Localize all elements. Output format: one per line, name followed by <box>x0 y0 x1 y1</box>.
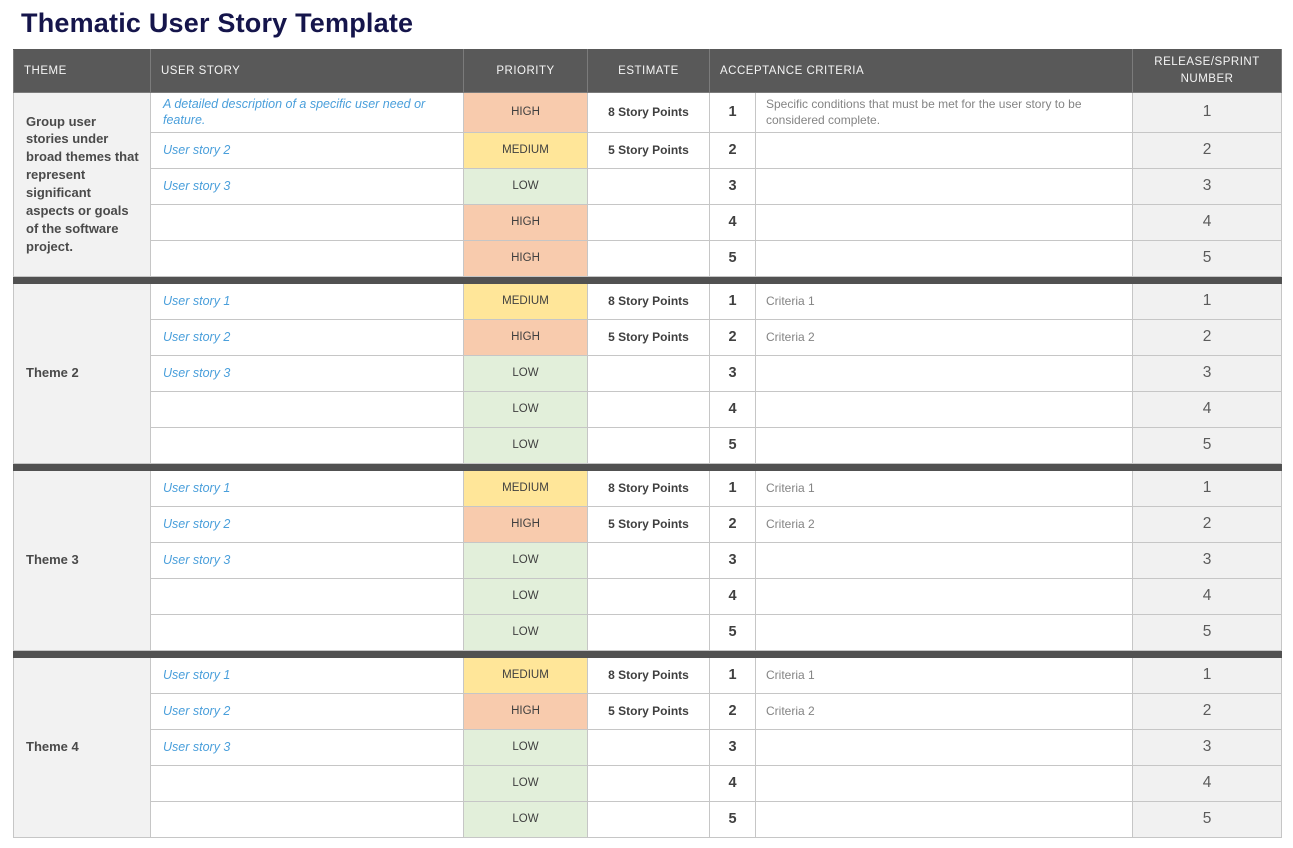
priority-cell[interactable]: HIGH <box>464 693 588 729</box>
acceptance-criteria-cell[interactable]: Specific conditions that must be met for the user story to be considered complete. <box>756 93 1133 133</box>
priority-cell[interactable]: LOW <box>464 801 588 837</box>
section-separator <box>14 463 1282 470</box>
acceptance-criteria-cell[interactable]: Criteria 2 <box>756 693 1133 729</box>
criteria-number-cell: 1 <box>710 470 756 506</box>
priority-cell[interactable]: LOW <box>464 614 588 650</box>
release-sprint-cell[interactable]: 1 <box>1133 283 1282 319</box>
header-priority: PRIORITY <box>464 50 588 93</box>
estimate-cell[interactable]: 5 Story Points <box>588 693 710 729</box>
criteria-number-cell: 5 <box>710 240 756 276</box>
user-story-cell[interactable]: User story 3 <box>151 355 464 391</box>
criteria-number-cell: 3 <box>710 168 756 204</box>
priority-cell[interactable]: HIGH <box>464 204 588 240</box>
criteria-number-cell: 3 <box>710 542 756 578</box>
estimate-cell[interactable] <box>588 729 710 765</box>
section-separator <box>14 276 1282 283</box>
acceptance-criteria-cell[interactable]: Criteria 1 <box>756 283 1133 319</box>
theme-cell[interactable]: Theme 4 <box>14 657 151 837</box>
priority-cell[interactable]: HIGH <box>464 240 588 276</box>
release-sprint-cell[interactable]: 5 <box>1133 240 1282 276</box>
criteria-number-cell: 3 <box>710 355 756 391</box>
criteria-number-cell: 2 <box>710 319 756 355</box>
acceptance-criteria-cell[interactable] <box>756 427 1133 463</box>
criteria-number-cell: 2 <box>710 693 756 729</box>
user-story-cell[interactable] <box>151 765 464 801</box>
estimate-cell[interactable] <box>588 542 710 578</box>
release-sprint-cell[interactable]: 4 <box>1133 204 1282 240</box>
table-row <box>14 801 1282 837</box>
acceptance-criteria-cell[interactable] <box>756 391 1133 427</box>
criteria-number-cell: 2 <box>710 132 756 168</box>
priority-cell[interactable]: MEDIUM <box>464 470 588 506</box>
acceptance-criteria-cell[interactable] <box>756 614 1133 650</box>
estimate-cell[interactable] <box>588 355 710 391</box>
table-row <box>14 132 1282 168</box>
theme-section-2 <box>14 283 1282 470</box>
acceptance-criteria-cell[interactable] <box>756 355 1133 391</box>
table-row <box>14 693 1282 729</box>
user-story-cell[interactable]: User story 3 <box>151 729 464 765</box>
estimate-cell[interactable] <box>588 427 710 463</box>
release-sprint-cell[interactable]: 1 <box>1133 93 1282 133</box>
priority-cell[interactable]: LOW <box>464 427 588 463</box>
estimate-cell[interactable]: 8 Story Points <box>588 93 710 133</box>
release-sprint-cell[interactable]: 2 <box>1133 506 1282 542</box>
release-sprint-cell[interactable]: 2 <box>1133 132 1282 168</box>
acceptance-criteria-cell[interactable] <box>756 578 1133 614</box>
theme-cell[interactable]: Theme 2 <box>14 283 151 463</box>
release-sprint-cell[interactable]: 3 <box>1133 729 1282 765</box>
estimate-cell[interactable] <box>588 614 710 650</box>
release-sprint-cell[interactable]: 3 <box>1133 542 1282 578</box>
estimate-cell[interactable]: 5 Story Points <box>588 319 710 355</box>
criteria-number-cell: 3 <box>710 729 756 765</box>
user-story-cell[interactable] <box>151 240 464 276</box>
table-row <box>14 240 1282 276</box>
release-sprint-cell[interactable]: 5 <box>1133 801 1282 837</box>
user-story-cell[interactable]: User story 1 <box>151 657 464 693</box>
criteria-number-cell: 2 <box>710 506 756 542</box>
acceptance-criteria-cell[interactable] <box>756 168 1133 204</box>
priority-cell[interactable]: LOW <box>464 765 588 801</box>
user-story-cell[interactable]: User story 1 <box>151 470 464 506</box>
criteria-number-cell: 1 <box>710 93 756 133</box>
criteria-number-cell: 1 <box>710 283 756 319</box>
acceptance-criteria-cell[interactable] <box>756 542 1133 578</box>
table-row <box>14 470 1282 506</box>
user-story-cell[interactable]: User story 2 <box>151 132 464 168</box>
user-story-cell[interactable] <box>151 801 464 837</box>
table-row <box>14 729 1282 765</box>
user-story-cell[interactable]: User story 3 <box>151 542 464 578</box>
user-story-cell[interactable] <box>151 204 464 240</box>
estimate-cell[interactable] <box>588 801 710 837</box>
acceptance-criteria-cell[interactable] <box>756 729 1133 765</box>
theme-section-3 <box>14 470 1282 657</box>
header-user-story: USER STORY <box>151 50 464 93</box>
theme-section-1 <box>14 93 1282 284</box>
table-row <box>14 657 1282 693</box>
criteria-number-cell: 4 <box>710 204 756 240</box>
theme-cell[interactable]: Group user stories under broad themes that represent significant aspects or goals of the software project. <box>14 93 151 277</box>
user-story-cell[interactable]: User story 2 <box>151 693 464 729</box>
priority-cell[interactable]: MEDIUM <box>464 283 588 319</box>
priority-cell[interactable]: HIGH <box>464 319 588 355</box>
release-sprint-cell[interactable]: 4 <box>1133 578 1282 614</box>
table-row <box>14 578 1282 614</box>
criteria-number-cell: 5 <box>710 801 756 837</box>
user-story-cell[interactable]: A detailed description of a specific user need or feature. <box>151 93 464 133</box>
release-sprint-cell[interactable]: 5 <box>1133 614 1282 650</box>
release-sprint-cell[interactable]: 3 <box>1133 355 1282 391</box>
user-story-cell[interactable]: User story 2 <box>151 319 464 355</box>
table-row <box>14 542 1282 578</box>
theme-cell[interactable]: Theme 3 <box>14 470 151 650</box>
user-story-cell[interactable] <box>151 614 464 650</box>
criteria-number-cell: 4 <box>710 391 756 427</box>
table-row <box>14 168 1282 204</box>
table-row <box>14 391 1282 427</box>
section-separator <box>14 650 1282 657</box>
table-row <box>14 506 1282 542</box>
release-sprint-cell[interactable]: 1 <box>1133 657 1282 693</box>
acceptance-criteria-cell[interactable]: Criteria 1 <box>756 470 1133 506</box>
estimate-cell[interactable] <box>588 578 710 614</box>
release-sprint-cell[interactable]: 3 <box>1133 168 1282 204</box>
table-row <box>14 765 1282 801</box>
priority-cell[interactable]: LOW <box>464 391 588 427</box>
criteria-number-cell: 4 <box>710 765 756 801</box>
theme-section-4 <box>14 657 1282 837</box>
table-row <box>14 93 1282 133</box>
release-sprint-cell[interactable]: 4 <box>1133 391 1282 427</box>
acceptance-criteria-cell[interactable] <box>756 204 1133 240</box>
release-sprint-cell[interactable]: 2 <box>1133 319 1282 355</box>
user-story-cell[interactable]: User story 3 <box>151 168 464 204</box>
estimate-cell[interactable] <box>588 765 710 801</box>
priority-cell[interactable]: HIGH <box>464 93 588 133</box>
page-title: Thematic User Story Template <box>21 8 414 38</box>
criteria-number-cell: 4 <box>710 578 756 614</box>
header-theme: THEME <box>14 50 151 93</box>
acceptance-criteria-cell[interactable] <box>756 801 1133 837</box>
release-sprint-cell[interactable]: 1 <box>1133 470 1282 506</box>
acceptance-criteria-cell[interactable]: Criteria 1 <box>756 657 1133 693</box>
priority-cell[interactable]: HIGH <box>464 506 588 542</box>
table-row <box>14 319 1282 355</box>
acceptance-criteria-cell[interactable]: Criteria 2 <box>756 319 1133 355</box>
table-row <box>14 204 1282 240</box>
release-sprint-cell[interactable]: 2 <box>1133 693 1282 729</box>
table-row <box>14 355 1282 391</box>
acceptance-criteria-cell[interactable]: Criteria 2 <box>756 506 1133 542</box>
criteria-number-cell: 5 <box>710 427 756 463</box>
priority-cell[interactable]: MEDIUM <box>464 657 588 693</box>
criteria-number-cell: 1 <box>710 657 756 693</box>
user-story-cell[interactable] <box>151 391 464 427</box>
user-story-cell[interactable] <box>151 427 464 463</box>
estimate-cell[interactable] <box>588 391 710 427</box>
acceptance-criteria-cell[interactable] <box>756 240 1133 276</box>
priority-cell[interactable]: LOW <box>464 729 588 765</box>
estimate-cell[interactable]: 5 Story Points <box>588 506 710 542</box>
user-story-cell[interactable]: User story 1 <box>151 283 464 319</box>
priority-cell[interactable]: LOW <box>464 355 588 391</box>
header-estimate: ESTIMATE <box>588 50 710 93</box>
acceptance-criteria-cell[interactable] <box>756 132 1133 168</box>
estimate-cell[interactable]: 8 Story Points <box>588 657 710 693</box>
estimate-cell[interactable]: 5 Story Points <box>588 132 710 168</box>
estimate-cell[interactable] <box>588 240 710 276</box>
user-story-table <box>13 49 1282 838</box>
estimate-cell[interactable] <box>588 204 710 240</box>
estimate-cell[interactable]: 8 Story Points <box>588 470 710 506</box>
user-story-cell[interactable] <box>151 578 464 614</box>
priority-cell[interactable]: MEDIUM <box>464 132 588 168</box>
header-acceptance-criteria: ACCEPTANCE CRITERIA <box>710 50 1133 93</box>
priority-cell[interactable]: LOW <box>464 168 588 204</box>
acceptance-criteria-cell[interactable] <box>756 765 1133 801</box>
table-row <box>14 427 1282 463</box>
release-sprint-cell[interactable]: 5 <box>1133 427 1282 463</box>
priority-cell[interactable]: LOW <box>464 578 588 614</box>
estimate-cell[interactable] <box>588 168 710 204</box>
table-row <box>14 614 1282 650</box>
header-release-sprint: RELEASE/SPRINT NUMBER <box>1133 50 1282 93</box>
criteria-number-cell: 5 <box>710 614 756 650</box>
priority-cell[interactable]: LOW <box>464 542 588 578</box>
user-story-cell[interactable]: User story 2 <box>151 506 464 542</box>
table-header-row <box>14 50 1282 93</box>
release-sprint-cell[interactable]: 4 <box>1133 765 1282 801</box>
estimate-cell[interactable]: 8 Story Points <box>588 283 710 319</box>
table-row <box>14 283 1282 319</box>
